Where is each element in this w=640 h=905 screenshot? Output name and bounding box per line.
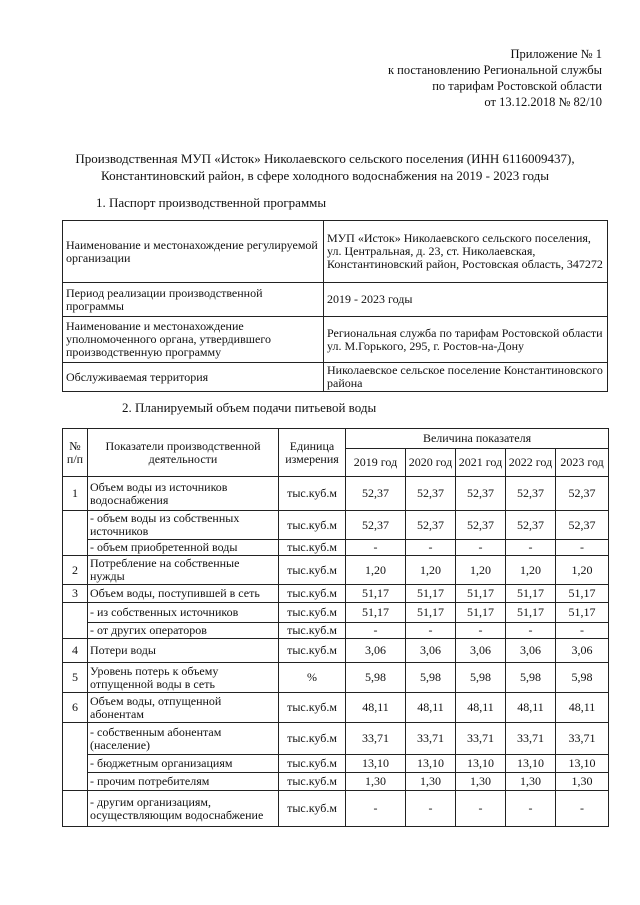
passport-value: 2019 - 2023 годы (324, 283, 608, 317)
title-line: Производственная МУП «Исток» Николаевского сельского поселения (ИНН 6116009437), (75, 151, 575, 166)
table-row (63, 585, 609, 603)
row-value: 1,20 (506, 556, 556, 585)
row-value: 51,17 (456, 603, 506, 623)
row-unit: тыс.куб.м (279, 603, 346, 623)
row-unit: тыс.куб.м (279, 755, 346, 773)
section-1-heading: 1. Паспорт производственной программы (96, 195, 327, 210)
passport-value: МУП «Исток» Николаевского сельского поселения, ул. Центральная, д. 23, ст. Николаевская, Константиновский район, Ростовская область, 347272 (324, 221, 608, 283)
header-indicator: Показатели производственной деятельности (88, 429, 279, 477)
appendix-header (388, 46, 602, 110)
row-indicator: - объем воды из собственных источников (88, 511, 279, 540)
row-value: 52,37 (456, 477, 506, 511)
row-value: 1,30 (406, 773, 456, 791)
row-number: 3 (63, 585, 88, 603)
header-year: 2021 год (456, 449, 506, 477)
table-row (63, 723, 609, 755)
row-value: 5,98 (406, 663, 456, 693)
row-value: - (556, 791, 609, 827)
row-value: 5,98 (506, 663, 556, 693)
row-value: 13,10 (406, 755, 456, 773)
passport-value: Николаевское сельское поселение Константиновского района (324, 363, 608, 392)
row-value: 1,20 (346, 556, 406, 585)
row-value: 48,11 (556, 693, 609, 723)
row-indicator: Объем воды, отпущенной абонентам (88, 693, 279, 723)
row-value: 1,30 (556, 773, 609, 791)
row-value: 52,37 (506, 511, 556, 540)
row-value: 33,71 (346, 723, 406, 755)
row-value: 48,11 (456, 693, 506, 723)
row-value: - (556, 623, 609, 639)
passport-label: Наименование и местонахождение уполномоченного органа, утвердившего производственную программу (63, 317, 324, 363)
appendix-line: по тарифам Ростовской области (432, 79, 602, 93)
row-indicator: - прочим потребителям (88, 773, 279, 791)
header-year: 2022 год (506, 449, 556, 477)
row-unit: тыс.куб.м (279, 773, 346, 791)
table-row (63, 556, 609, 585)
row-value: 51,17 (556, 603, 609, 623)
row-unit: тыс.куб.м (279, 623, 346, 639)
row-value: 52,37 (506, 477, 556, 511)
row-value: 52,37 (346, 511, 406, 540)
row-value: 51,17 (456, 585, 506, 603)
row-indicator: - объем приобретенной воды (88, 540, 279, 556)
row-value: 1,30 (506, 773, 556, 791)
passport-row (63, 317, 608, 363)
row-value: 13,10 (456, 755, 506, 773)
appendix-line: к постановлению Региональной службы (387, 63, 602, 77)
passport-row (63, 221, 608, 283)
table-row (63, 623, 609, 639)
row-value: 33,71 (456, 723, 506, 755)
row-unit: тыс.куб.м (279, 556, 346, 585)
row-number: 2 (63, 556, 88, 585)
table-row (63, 663, 609, 693)
row-value: 51,17 (406, 603, 456, 623)
passport-value: Региональная служба по тарифам Ростовской области ул. М.Горького, 295, г. Ростов-на-Дону (324, 317, 608, 363)
section-2-heading: 2. Планируемый объем подачи питьевой воды (122, 400, 377, 415)
row-indicator: - от других операторов (88, 623, 279, 639)
row-value: 5,98 (456, 663, 506, 693)
row-value: 13,10 (346, 755, 406, 773)
header-row (63, 429, 609, 449)
row-unit: тыс.куб.м (279, 540, 346, 556)
table-row (63, 773, 609, 791)
row-value: 52,37 (406, 477, 456, 511)
row-value: 51,17 (506, 585, 556, 603)
row-value: 3,06 (556, 639, 609, 663)
title-line: Константиновский район, в сфере холодного водоснабжения на 2019 - 2023 годы (101, 168, 549, 183)
row-unit: тыс.куб.м (279, 791, 346, 827)
passport-label: Наименование и местонахождение регулируемой организации (63, 221, 324, 283)
row-value: 13,10 (506, 755, 556, 773)
row-indicator: - бюджетным организациям (88, 755, 279, 773)
row-number (63, 603, 88, 639)
passport-label: Период реализации производственной программы (63, 283, 324, 317)
header-year: 2019 год (346, 449, 406, 477)
row-number (63, 511, 88, 556)
document-title (40, 150, 610, 184)
table-row (63, 540, 609, 556)
table-row (63, 693, 609, 723)
row-value: 52,37 (556, 477, 609, 511)
row-value: 13,10 (556, 755, 609, 773)
row-indicator: Объем воды, поступившей в сеть (88, 585, 279, 603)
row-indicator: Потребление на собственные нужды (88, 556, 279, 585)
row-value: 33,71 (506, 723, 556, 755)
row-number: 4 (63, 639, 88, 663)
row-value: 51,17 (406, 585, 456, 603)
row-value: 51,17 (506, 603, 556, 623)
row-value: - (506, 540, 556, 556)
row-value: 1,20 (556, 556, 609, 585)
row-value: 3,06 (346, 639, 406, 663)
row-value: - (456, 540, 506, 556)
row-value: 3,06 (456, 639, 506, 663)
header-no: № п/п (63, 429, 88, 477)
table-row (63, 511, 609, 540)
row-value: 51,17 (346, 585, 406, 603)
row-unit: тыс.куб.м (279, 693, 346, 723)
row-value: - (556, 540, 609, 556)
appendix-line: Приложение № 1 (510, 47, 602, 61)
row-value: 48,11 (346, 693, 406, 723)
row-value: - (346, 623, 406, 639)
header-group: Величина показателя (346, 429, 609, 449)
row-value: - (456, 791, 506, 827)
passport-table (62, 220, 608, 392)
water-volume-table (62, 428, 609, 827)
row-value: - (406, 791, 456, 827)
row-value: 52,37 (556, 511, 609, 540)
row-value: - (506, 791, 556, 827)
appendix-line: от 13.12.2018 № 82/10 (484, 95, 602, 109)
row-value: 33,71 (406, 723, 456, 755)
row-value: - (346, 540, 406, 556)
row-indicator: Уровень потерь к объему отпущенной воды в сеть (88, 663, 279, 693)
row-indicator: - собственным абонентам (население) (88, 723, 279, 755)
row-value: - (506, 623, 556, 639)
row-value: 52,37 (456, 511, 506, 540)
row-value: 3,06 (406, 639, 456, 663)
table-row (63, 755, 609, 773)
row-number: 1 (63, 477, 88, 511)
row-value: 51,17 (556, 585, 609, 603)
row-value: 1,20 (456, 556, 506, 585)
row-indicator: Объем воды из источников водоснабжения (88, 477, 279, 511)
header-year: 2020 год (406, 449, 456, 477)
row-value: 3,06 (506, 639, 556, 663)
row-value: 1,20 (406, 556, 456, 585)
table-row (63, 603, 609, 623)
row-value: 52,37 (346, 477, 406, 511)
row-value: 51,17 (346, 603, 406, 623)
row-unit: % (279, 663, 346, 693)
row-value: - (406, 540, 456, 556)
row-value: 48,11 (406, 693, 456, 723)
row-unit: тыс.куб.м (279, 477, 346, 511)
row-unit: тыс.куб.м (279, 639, 346, 663)
row-value: 5,98 (346, 663, 406, 693)
table-row (63, 639, 609, 663)
row-value: - (406, 623, 456, 639)
passport-row (63, 363, 608, 392)
row-value: 52,37 (406, 511, 456, 540)
passport-label: Обслуживаемая территория (63, 363, 324, 392)
header-unit: Единица измерения (279, 429, 346, 477)
row-value: 48,11 (506, 693, 556, 723)
table-row (63, 791, 609, 827)
row-value: 1,30 (456, 773, 506, 791)
row-unit: тыс.куб.м (279, 723, 346, 755)
row-number (63, 723, 88, 791)
row-unit: тыс.куб.м (279, 585, 346, 603)
row-value: - (456, 623, 506, 639)
passport-row (63, 283, 608, 317)
row-value: 5,98 (556, 663, 609, 693)
row-value: 1,30 (346, 773, 406, 791)
row-value: 33,71 (556, 723, 609, 755)
row-number (63, 791, 88, 827)
row-unit: тыс.куб.м (279, 511, 346, 540)
row-value: - (346, 791, 406, 827)
header-year: 2023 год (556, 449, 609, 477)
row-indicator: - другим организациям, осуществляющим водоснабжение (88, 791, 279, 827)
row-indicator: Потери воды (88, 639, 279, 663)
row-indicator: - из собственных источников (88, 603, 279, 623)
table-row (63, 477, 609, 511)
row-number: 5 (63, 663, 88, 693)
row-number: 6 (63, 693, 88, 723)
